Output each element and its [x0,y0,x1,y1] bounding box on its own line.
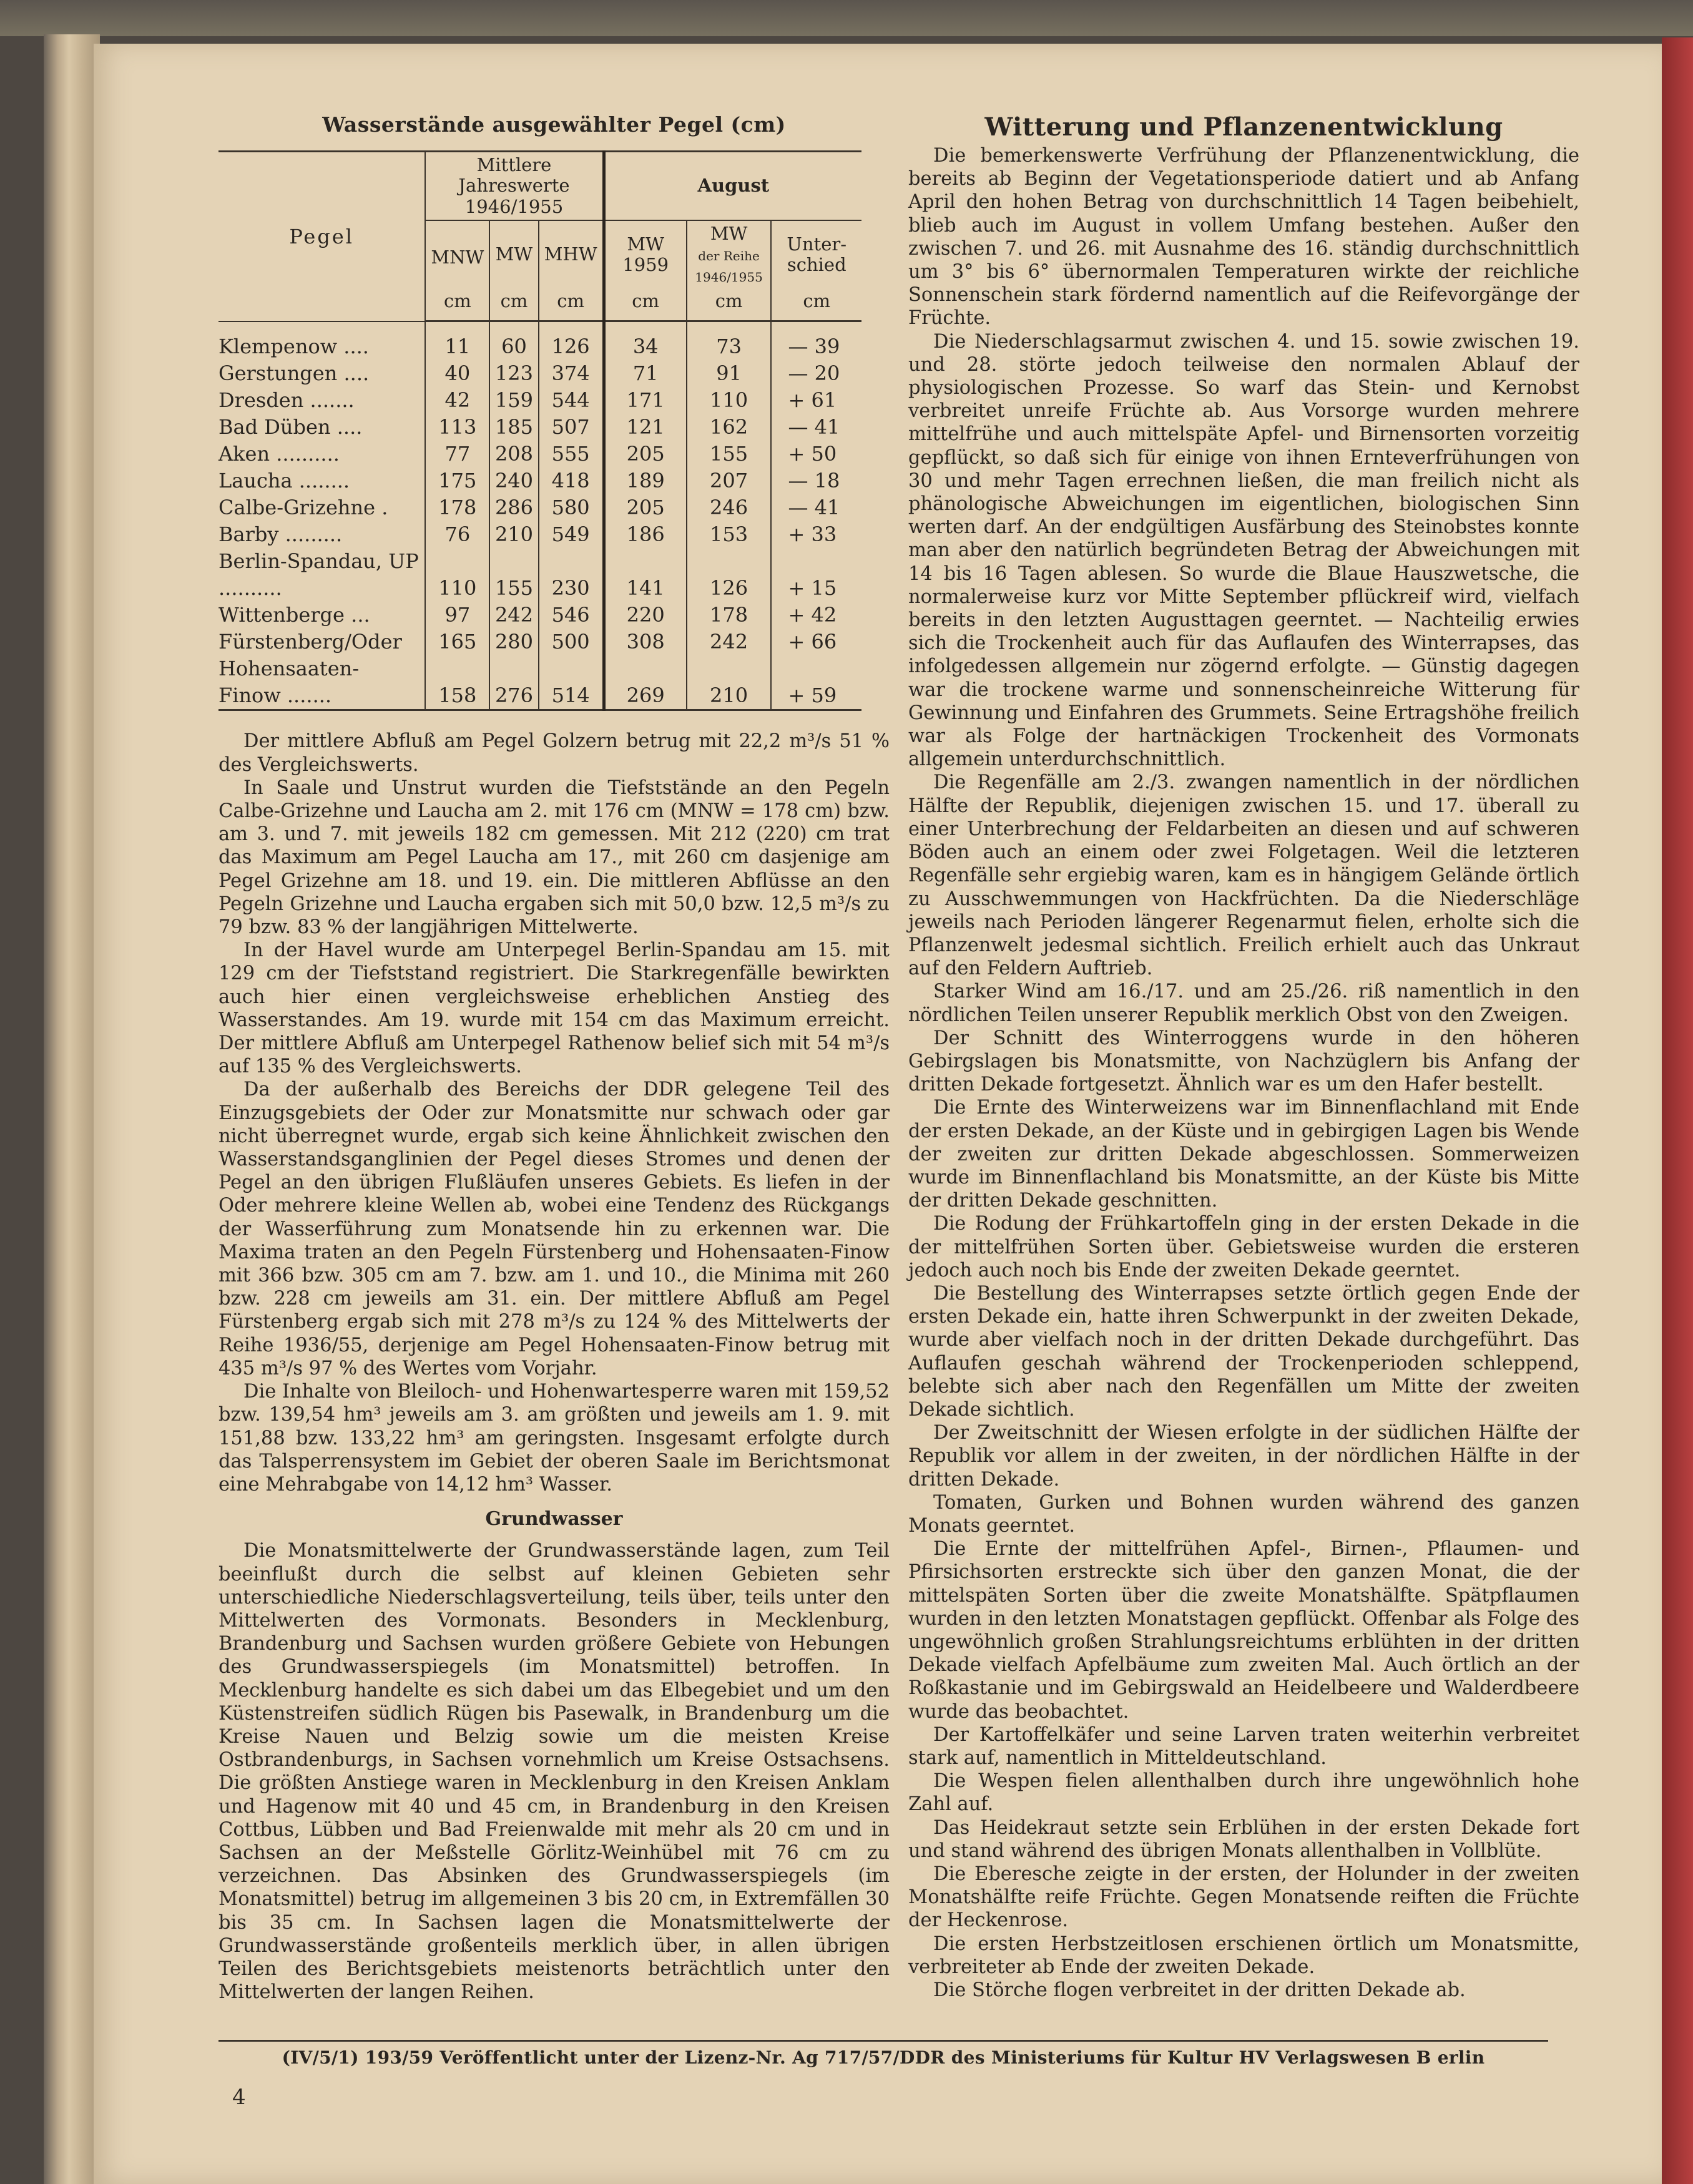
col-header-unterschied: Unter-schied [771,220,861,288]
cell-mw-reihe: 126 [687,548,772,602]
cell-mw: 276 [489,655,538,710]
cell-mhw: 514 [539,655,604,710]
cell-unterschied: + 33 [771,521,861,548]
cell-mw-reihe: 73 [687,333,772,360]
row-name: Bad Düben .... [218,415,363,439]
cell-mw-reihe: 242 [687,629,772,655]
table-body [218,321,861,710]
page-top-edge [0,0,1693,36]
cell-unterschied: — 20 [771,360,861,387]
cell-mw: 185 [489,414,538,441]
paragraph: Der Kartoffelkäfer und seine Larven traten weiterhin verbreitet stark auf, namentlich in Mitteldeutschland. [908,1723,1579,1770]
col-header-mw: MW [489,220,538,288]
row-name: Laucha ........ [218,469,350,493]
row-name: Calbe-Grizehne . [218,496,388,520]
cell-mnw: 178 [425,494,489,521]
col-group-august: August [604,152,861,221]
mw-reihe-top: MW [710,223,748,245]
paragraph: Die Störche flogen verbreitet in der dritten Dekade ab. [933,1979,1466,2002]
cell-mnw: 76 [425,521,489,548]
cell-mw1959: 189 [604,468,687,494]
cell-mw: 123 [489,360,538,387]
table-row [218,494,861,521]
cell-mw-reihe: 110 [687,387,772,414]
col-header-mw1959: MW 1959 [604,220,687,288]
cell-mw-reihe: 178 [687,602,772,629]
paragraph: Die Ernte des Winterweizens war im Binnenflachland mit Ende der ersten Dekade, an der Küste und in gebirgigen Lagen bis Wende der zweiten zur dritten Dekade abgeschlossen. Sommerweizen wurde im Binnenflachland bis Monatsmitte, an der Küste bis Mitte der dritten Dekade geschnitten. [908,1097,1579,1212]
cell-unterschied: + 15 [771,548,861,602]
cell-mw-reihe: 162 [687,414,772,441]
unit-cell: cm [687,288,772,321]
cell-mw: 155 [489,548,538,602]
row-name: Aken .......... [218,442,340,466]
cell-mhw: 549 [539,521,604,548]
cell-mhw: 507 [539,414,604,441]
cell-mnw: 110 [425,548,489,602]
cell-mnw: 158 [425,655,489,710]
cell-mw-reihe: 153 [687,521,772,548]
paragraph: Die Ernte der mittelfrühen Apfel-, Birnen-, Pflaumen- und Pfirsichsorten erstreckte sich über den ganzen Monat, die der mittelspäten Sorten über die zweite Monatshälfte. Spätpflaumen wurden in den letzten Monatstagen gepflückt. Offenbar als Folge des ungewöhnlich großen Strahlungsreichtums erblühten in der dritten Dekade vielfach Apfelbäume zum zweiten Mal. Auch örtlich an der Roßkastanie und im Gebirgswald an Heidelbeere und Walderdbeere wurde das beobachtet. [908,1538,1579,1723]
cell-mw-reihe: 210 [687,655,772,710]
water-level-table [218,150,861,711]
cell-mhw: 126 [539,333,604,360]
table-row [218,441,861,468]
cell-mnw: 113 [425,414,489,441]
cell-mw1959: 308 [604,629,687,655]
cell-mw1959: 171 [604,387,687,414]
paragraph: Die Monatsmittelwerte der Grundwasserstände lagen, zum Teil beeinflußt durch die selbst auf kleinen Gebieten sehr unterschiedliche Niederschlagsverteilung, teils über, teils unter den Mittelwerten des Vormonats. Besonders in Mecklenburg, Brandenburg und Sachsen wurden größere Gebiete von Hebungen des Grundwasserspiegels (im Monatsmittel) betroffen. In Mecklenburg handelte es sich dabei um das Elbegebiet und um den Küstenstreifen südlich Rügen bis Pasewalk, in Brandenburg um die Kreise Nauen und Belzig sowie um die meisten Kreise Ostbrandenburgs, in Sachsen vornehmlich um Kreise Ostsachsens. Die größten Anstiege waren in Mecklenburg in den Kreisen Anklam und Hagenow mit 40 und 45 cm, in Brandenburg in den Kreisen Cottbus, Lübben und Bad Freienwalde mit mehr als 20 cm und in Sachsen an der Meßstelle Görlitz-Weinhübel mit 76 cm zu verzeichnen. Das Absinken des Grundwasserspiegels (im Monatsmittel) betrug im allgemeinen 3 bis 20 cm, in Extremfällen 30 bis 35 cm. In Sachsen lagen die Monatsmittelwerte der Grundwasserstände großenteils merklich über, in allen übrigen Teilen des Berichtsgebiets meistenorts beträchtlich unter den Mittelwerten der langen Reihen. [218,1540,890,2004]
cover-edge [1662,37,1693,2184]
row-name: Barby ......... [218,522,343,547]
unit-cell: cm [425,288,489,321]
table-row [218,333,861,360]
paragraph: Da der außerhalb des Bereichs der DDR gelegene Teil des Einzugsgebiets der Oder zur Monatsmitte nur schwach oder gar nicht überregnet wurde, ergab sich keine Ähnlichkeit zwischen den Wasserstandsganglinien der Pegel dieses Stromes und denen der Pegel an den übrigen Flußläufen unseres Gebiets. Es liefen in der Oder mehrere kleine Wellen ab, wobei eine Tendenz des Rückgangs der Wasserführung zum Monatsende hin zu erkennen war. Die Maxima traten an den Pegeln Fürstenberg und Hohensaaten-Finow mit 366 bzw. 305 cm am 7. bzw. am 1. und 10., die Minima mit 260 bzw. 228 cm jeweils am 31. ein. Der mittlere Abfluß am Pegel Fürstenberg ergab sich mit 278 m³/s zu 124 % des Mittelwerts der Reihe 1936/55, derjenige am Pegel Hohensaaten-Finow betrug mit 435 m³/s 97 % des Wertes vom Vorjahr. [218,1079,890,1379]
table-row [218,521,861,548]
cell-mnw: 40 [425,360,489,387]
paragraph: Die Eberesche zeigte in der ersten, der Holunder in der zweiten Monatshälfte reife Früchte. Gegen Monatsende reiften die Früchte der Heckenrose. [908,1863,1579,1932]
table-row [218,548,861,602]
cell-mhw: 374 [539,360,604,387]
cell-mw: 242 [489,602,538,629]
left-column [218,112,890,2004]
cell-mhw: 500 [539,629,604,655]
cell-mnw: 11 [425,333,489,360]
paragraph: Die Rodung der Frühkartoffeln ging in der ersten Dekade in die der mittelfrühen Sorten über. Gebietsweise wurden die ersteren jedoch auch noch bis Ende der zweiten Dekade geerntet. [908,1213,1579,1281]
paragraph: Die Niederschlagsarmut zwischen 4. und 15. sowie zwischen 19. und 28. störte jedoch teilweise den normalen Ablauf der physiologischen Prozesse. So warf das Stein- und Kernobst verbreitet unreife Früchte ab. Aus Vorsorge wurden mehrere mittelfrühe und auch mittelspäte Apfel- und Birnensorten vorzeitig gepflückt, so daß sich für einige von ihnen Ernteverfrühungen von 30 und mehr Tagen errechnen ließen, die man freilich nicht als phänologische Abweichungen im eigentlichen, biologischen Sinn werten darf. An der endgültigen Ausfärbung des Steinobstes konnte man aber den natürlich begründeten Betrag der Abweichungen mit 14 bis 16 Tagen ablesen. So wurde die Blaue Hauszwetsche, die normalerweise kurz vor Mitte September pflückreif wird, vielfach bereits in den letzten Augusttagen geerntet. — Nachteilig erwies sich die Trockenheit auch für das Auflaufen des Winterrapses, das infolgedessen allgemein nur zögernd erfolgte. — Günstig dagegen war die trockene warme und sonnenscheinreiche Witterung für Gewinnung und Einfahren des Grummets. Seine Ertragshöhe freilich war als Folge der hartnäckigen Trockenheit des Vormonats allgemein unterdurchschnittlich. [908,330,1579,771]
paragraph: Starker Wind am 16./17. und am 25./26. riß namentlich in den nördlichen Teilen unserer Republik merklich Obst von den Zweigen. [908,981,1579,1026]
unit-cell: cm [489,288,538,321]
row-name: Dresden ....... [218,388,355,413]
cell-mw1959: 121 [604,414,687,441]
cell-mw: 208 [489,441,538,468]
unit-cell: cm [539,288,604,321]
page-number: 4 [232,2085,246,2110]
cell-unterschied: — 41 [771,494,861,521]
cell-mnw: 77 [425,441,489,468]
row-name: Wittenberge ... [218,603,370,627]
col-header-pegel: Pegel [218,152,425,321]
imprint-footer: (IV/5/1) 193/59 Veröffentlicht unter der Lizenz-Nr. Ag 717/57/DDR des Ministeriums für Kultur HV Verlagswesen B erlin [282,2047,1485,2068]
row-name: Gerstungen .... [218,361,370,386]
cell-mw-reihe: 155 [687,441,772,468]
table-title: Wasserstände ausgewählter Pegel (cm) [322,112,786,137]
mw-reihe-sub: der Reihe 1946/1955 [695,248,763,285]
table-row [218,414,861,441]
cell-mw1959: 269 [604,655,687,710]
section-title-witterung: Witterung und Pflanzenentwicklung [984,112,1503,142]
cell-mw1959: 71 [604,360,687,387]
cell-unterschied: — 39 [771,333,861,360]
cell-mw1959: 34 [604,333,687,360]
paragraph: In Saale und Unstrut wurden die Tiefststände an den Pegeln Calbe-Grizehne und Laucha am 2. mit 176 cm (MNW = 178 cm) bzw. am 3. und 7. mit jeweils 182 cm gemessen. Mit 212 (220) cm trat das Maximum am Pegel Laucha am 17., mit 260 cm dasjenige am Pegel Grizehne am 18. und 19. ein. Die mittleren Abflüsse an den Pegeln Grizehne und Laucha ergaben sich mit 50,0 bzw. 12,5 m³/s zu 79 bzw. 83 % der langjährigen Mittelwerte. [218,776,890,939]
col-header-mnw: MNW [425,220,489,288]
cell-mw-reihe: 207 [687,468,772,494]
book-binding [44,34,100,2184]
col-header-mw-reihe [687,220,772,288]
paragraph: Die Wespen fielen allenthalben durch ihre ungewöhnlich hohe Zahl auf. [908,1770,1579,1816]
paragraph: Die Inhalte von Bleiloch- und Hohenwartesperre waren mit 159,52 bzw. 139,54 hm³ jeweils am 3. am größten und jeweils am 1. 9. mit 151,88 bzw. 133,22 hm³ am geringsten. Insgesamt erfolgte durch das Talsperrensystem im Gebiet der oberen Saale im Berichtsmonat eine Mehrabgabe von 14,12 hm³ Wasser. [218,1381,890,1496]
cell-mhw: 546 [539,602,604,629]
cell-mw1959: 205 [604,441,687,468]
paragraph: Tomaten, Gurken und Bohnen wurden während des ganzen Monats geerntet. [908,1491,1579,1537]
cell-unterschied: + 59 [771,655,861,710]
cell-mhw: 555 [539,441,604,468]
cell-unterschied: + 61 [771,387,861,414]
table-row [218,468,861,494]
cell-unterschied: + 50 [771,441,861,468]
section-heading-grundwasser: Grundwasser [485,1508,623,1530]
row-name: Hohensaaten- Finow ....... [218,657,360,708]
cell-mhw: 580 [539,494,604,521]
unit-cell: cm [604,288,687,321]
paragraph: Die Regenfälle am 2./3. zwangen namentlich in der nördlichen Hälfte der Republik, diejenigen zwischen 15. und 17. überall zu einer Unterbrechung der Feldarbeiten an diesen und auf schweren Böden auch an einem oder zwei Folgetagen. Weil die letzteren Regenfälle sehr ergiebig waren, kam es in hängigem Gelände örtlich zu Ausschwemmungen von Hackfrüchten. Da die Niederschläge jeweils nach Perioden längerer Regenarmut fielen, erholte sich die Pflanzenwelt jedesmal sichtlich. Freilich erhielt auch das Unkraut auf den Feldern Auftrieb. [908,771,1579,980]
paragraph: In der Havel wurde am Unterpegel Berlin-Spandau am 15. mit 129 cm der Tiefststand registriert. Die Starkregenfälle bewirkten auch hier einen vergleichsweise erheblichen Anstieg des Wasserstandes. Am 19. wurde mit 154 cm das Maximum erreicht. Der mittlere Abfluß am Unterpegel Rathenow belief sich mit 54 m³/s auf 135 % des Vergleichswerts. [218,939,890,1078]
table-row [218,655,861,710]
row-name: Berlin-Spandau, UP .......... [218,549,419,600]
table-row [218,629,861,655]
table-row [218,360,861,387]
col-group-jahreswerte: Mittlere Jahreswerte 1946/1955 [425,152,604,221]
cell-mhw: 418 [539,468,604,494]
cell-mnw: 42 [425,387,489,414]
unit-cell: cm [771,288,861,321]
cell-mnw: 175 [425,468,489,494]
paragraph: Die ersten Herbstzeitlosen erschienen örtlich um Monatsmitte, verbreiteter ab Ende der zweiten Dekade. [908,1932,1579,1978]
cell-mnw: 97 [425,602,489,629]
row-name: Fürstenberg/Oder [218,630,402,654]
cell-mnw: 165 [425,629,489,655]
cell-unterschied: — 18 [771,468,861,494]
footer-rule [218,2040,1548,2042]
paragraph: Der Zweitschnitt der Wiesen erfolgte in der südlichen Hälfte der Republik vor allem in der zweiten, in der nördlichen Hälfte in der dritten Dekade. [908,1422,1579,1491]
cell-mw: 240 [489,468,538,494]
cell-mw-reihe: 91 [687,360,772,387]
paragraph: Die Bestellung des Winterrapses setzte örtlich gegen Ende der ersten Dekade ein, hatte ihren Schwerpunkt in der zweiten Dekade, wurde aber vielfach noch in der dritten Dekade durchgeführt. Das Auflaufen geschah während der Trockenperioden schleppend, belebte sich aber nach den Regenfällen um Mitte der zweiten Dekade sichtlich. [908,1282,1579,1421]
paragraph: Die bemerkenswerte Verfrühung der Pflanzenentwicklung, die bereits ab Beginn der Vegetationsperiode datiert und ab Anfang April den hohen Betrag von durchschnittlich 14 Tagen beibehielt, blieb auch im August in vollem Umfang bestehen. Außer den zwischen 7. und 26. mit Ausnahme des 16. ständig durchschnittlich um 3° bis 6° übernormalen Temperaturen wirkte der reichliche Sonnenschein stark fördernd namentlich auf die Reifevorgänge der Früchte. [908,145,1579,330]
cell-mw: 210 [489,521,538,548]
cell-unterschied: + 66 [771,629,861,655]
paragraph: Der Schnitt des Winterroggens wurde in den höheren Gebirgslagen bis Monatsmitte, von Nachzüglern bis Anfang der dritten Dekade fortgesetzt. Ähnlich war es um den Hafer bestellt. [908,1027,1579,1096]
cell-mw1959: 186 [604,521,687,548]
cell-mw: 159 [489,387,538,414]
col-header-mhw: MHW [539,220,604,288]
table-row [218,602,861,629]
cell-mw: 286 [489,494,538,521]
paragraph: Das Heidekraut setzte sein Erblühen in der ersten Dekade fort und stand während des übrigen Monats allenthalben in Vollblüte. [908,1816,1579,1862]
cell-mw-reihe: 246 [687,494,772,521]
paragraph: Der mittlere Abfluß am Pegel Golzern betrug mit 22,2 m³/s 51 % des Vergleichswerts. [218,730,890,776]
left-body-text [218,730,890,2004]
right-column [908,112,1579,2002]
table-row [218,387,861,414]
cell-unterschied: — 41 [771,414,861,441]
cell-unterschied: + 42 [771,602,861,629]
cell-mw: 280 [489,629,538,655]
right-body-text [908,144,1579,2002]
cell-mw1959: 141 [604,548,687,602]
cell-mhw: 230 [539,548,604,602]
row-name: Klempenow .... [218,335,369,359]
cell-mw1959: 205 [604,494,687,521]
cell-mw1959: 220 [604,602,687,629]
cell-mhw: 544 [539,387,604,414]
cell-mw: 60 [489,333,538,360]
